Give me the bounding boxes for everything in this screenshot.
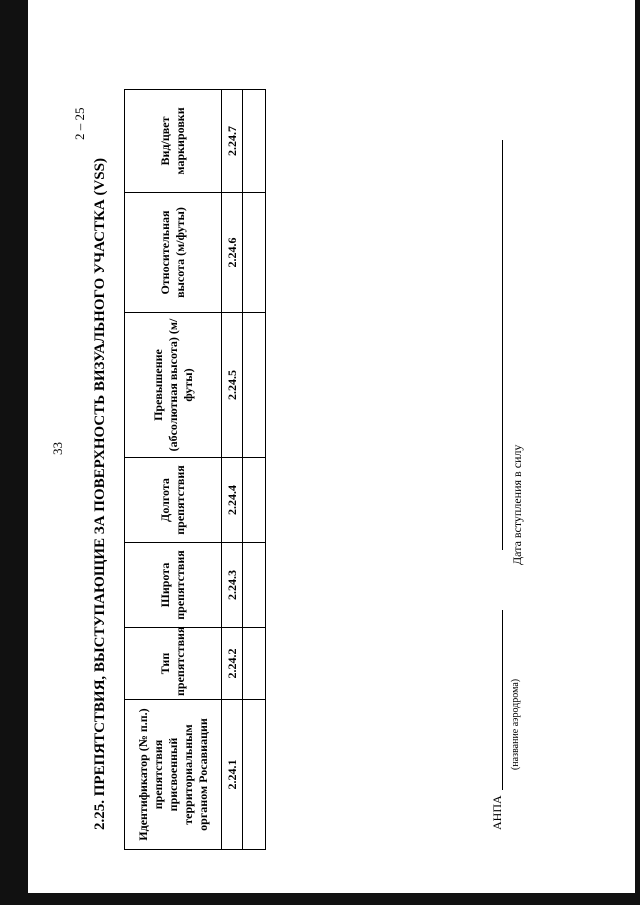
header-cell-longitude: Долгота препятствия: [125, 458, 222, 543]
table-cell: [243, 700, 266, 850]
table-header-row: [125, 90, 222, 850]
aerodrome-name-line: [502, 610, 503, 790]
table-cell: [243, 458, 266, 543]
scan-border-left: [0, 0, 28, 905]
table-cell: [243, 628, 266, 700]
header-cell-identifier: Идентификатор (№ п.п.) препятствия присвоенный территориальным органом Росавиации: [125, 700, 222, 850]
section-title: 2.25. ПРЕПЯТСТВИЯ, ВЫСТУПАЮЩИЕ ЗА ПОВЕРХНОСТЬ ВИЗУАЛЬНОГО УЧАСТКА (VSS): [92, 158, 108, 830]
effective-date-line: [502, 140, 503, 550]
table-cell: [243, 543, 266, 628]
table-row: [243, 90, 266, 850]
header-cell-latitude: Широта препятствия: [125, 543, 222, 628]
section-page-number: 2 – 25: [72, 107, 87, 140]
table-cell: [243, 193, 266, 313]
header-cell-marking: Вид/цвет маркировки: [125, 90, 222, 193]
header-cell-relative-height: Относительная высота (м/футы): [125, 193, 222, 313]
document-page: [40, 20, 640, 880]
code-cell: 2.24.5: [222, 313, 243, 458]
code-cell: 2.24.6: [222, 193, 243, 313]
table-code-row: [222, 90, 243, 850]
effective-date-label: Дата вступления в силу: [510, 444, 524, 565]
table-cell: [243, 90, 266, 193]
scan-border-bottom: [0, 893, 640, 905]
code-cell: 2.24.1: [222, 700, 243, 850]
page-number: 33: [50, 442, 65, 455]
header-cell-elevation: Превышение (абсолютная высота) (м/футы): [125, 313, 222, 458]
anpa-label: АНПА: [490, 795, 504, 830]
header-cell-type: Тип препятствия: [125, 628, 222, 700]
obstacles-table: [124, 89, 266, 850]
code-cell: 2.24.7: [222, 90, 243, 193]
code-cell: 2.24.3: [222, 543, 243, 628]
aerodrome-caption: (название аэродрома): [510, 678, 521, 770]
table-cell: [243, 313, 266, 458]
code-cell: 2.24.4: [222, 458, 243, 543]
code-cell: 2.24.2: [222, 628, 243, 700]
